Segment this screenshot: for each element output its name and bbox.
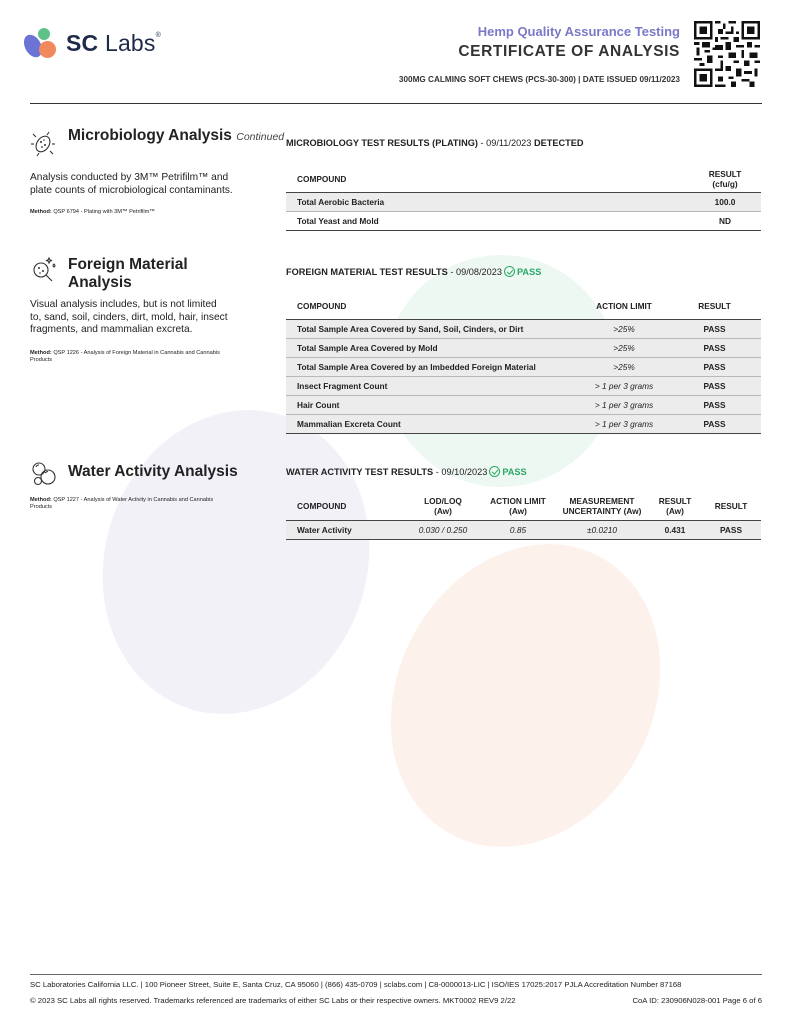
magnifier-icon [30,255,58,285]
header-product-line: 300MG CALMING SOFT CHEWS (PCS-30-300) | DATE ISSUED 09/11/2023 [398,75,680,84]
microbiology-method: Method: QSP 6794 - Plating with 3M™ Petrifilm™ [30,209,155,215]
sc-labs-logo [25,25,161,61]
water-activity-table-title: WATER ACTIVITY TEST RESULTS - 09/10/2023 PASS [286,467,527,477]
water-drops-icon [30,460,58,488]
table-row: Total Sample Area Covered by Sand, Soil, Cinders, or Dirt >25% PASS [286,319,761,338]
column-header: LOD/LOQ (Aw) [405,492,481,520]
microbiology-description: Analysis conducted by 3M™ Petrifilm™ and plate counts of microbiological contaminants. [30,172,233,196]
column-header: COMPOUND [286,166,689,192]
header-divider [30,103,762,104]
background-blob-peach [339,497,712,895]
footer-copyright-line: © 2023 SC Labs all rights reserved. Trademarks referenced are trademarks of either SC Labs or their respective owners. MKT0002 REV9 2/22 CoA ID: 230906N028-001 Page 6 of 6 [30,996,762,1005]
column-header: RESULT (Aw) [649,492,701,520]
column-header: COMPOUND [286,293,580,319]
foreign-material-description: Visual analysis includes, but is not limited to, sand, soil, cinders, dirt, mold, hair, insect fragments, and mammalian excreta. [30,299,228,335]
foreign-material-table-title: FOREIGN MATERIAL TEST RESULTS - 09/08/2023 PASS [286,267,542,277]
foreign-material-method: Method: QSP 1226 - Analysis of Foreign Material in Cannabis and Cannabis Products [30,350,220,364]
microbiology-table [286,166,761,231]
check-circle-icon [504,266,515,277]
column-header: ACTION LIMIT (Aw) [481,492,555,520]
foreign-material-title: Foreign Material Analysis [68,256,188,291]
water-activity-title: Water Activity Analysis [68,463,238,480]
column-header: RESULT [701,492,761,520]
bacteria-icon [30,130,56,158]
footer-divider [30,974,762,975]
column-header: COMPOUND [286,492,405,520]
table-row: Hair Count > 1 per 3 grams PASS [286,395,761,414]
qr-code-icon [694,21,760,87]
logo-text: SC Labs® [66,29,161,56]
logo-mark-icon [25,25,61,61]
table-row: Total Sample Area Covered by an Imbedded Foreign Material >25% PASS [286,357,761,376]
table-row: Mammalian Excreta Count > 1 per 3 grams PASS [286,414,761,433]
header-subtitle: Hemp Quality Assurance Testing [477,24,680,39]
column-header: ACTION LIMIT [580,293,668,319]
table-row: Water Activity 0.030 / 0.250 0.85 ±0.0210 0.431 PASS [286,520,761,539]
microbiology-table-title: MICROBIOLOGY TEST RESULTS (PLATING) - 09/11/2023 DETECTED [286,138,584,148]
check-circle-icon [489,466,500,477]
column-header: MEASUREMENT UNCERTAINTY (Aw) [555,492,649,520]
microbiology-title: Microbiology Analysis Continued [68,127,285,144]
footer-address-line: SC Laboratories California LLC. | 100 Pioneer Street, Suite E, Santa Cruz, CA 95060 | (866) 435-0709 | sclabs.com | C8-0000013-LIC | ISO/IES 17025:2017 PJLA Accreditation Number 87168 [30,980,682,989]
water-activity-method: Method: QSP 1227 - Analysis of Water Activity in Cannabis and Cannabis Products [30,497,214,511]
water-activity-table [286,492,761,540]
table-row: Total Yeast and Mold ND [286,211,761,230]
table-row: Total Sample Area Covered by Mold >25% PASS [286,338,761,357]
table-row: Total Aerobic Bacteria 100.0 [286,192,761,211]
column-header: RESULT (cfu/g) [689,166,761,192]
footer-coa-id: CoA ID: 230906N028-001 Page 6 of 6 [632,996,762,1005]
table-row: Insect Fragment Count > 1 per 3 grams PASS [286,376,761,395]
header-title: CERTIFICATE OF ANALYSIS [458,43,680,60]
column-header: RESULT [668,293,761,319]
foreign-material-table [286,293,761,434]
